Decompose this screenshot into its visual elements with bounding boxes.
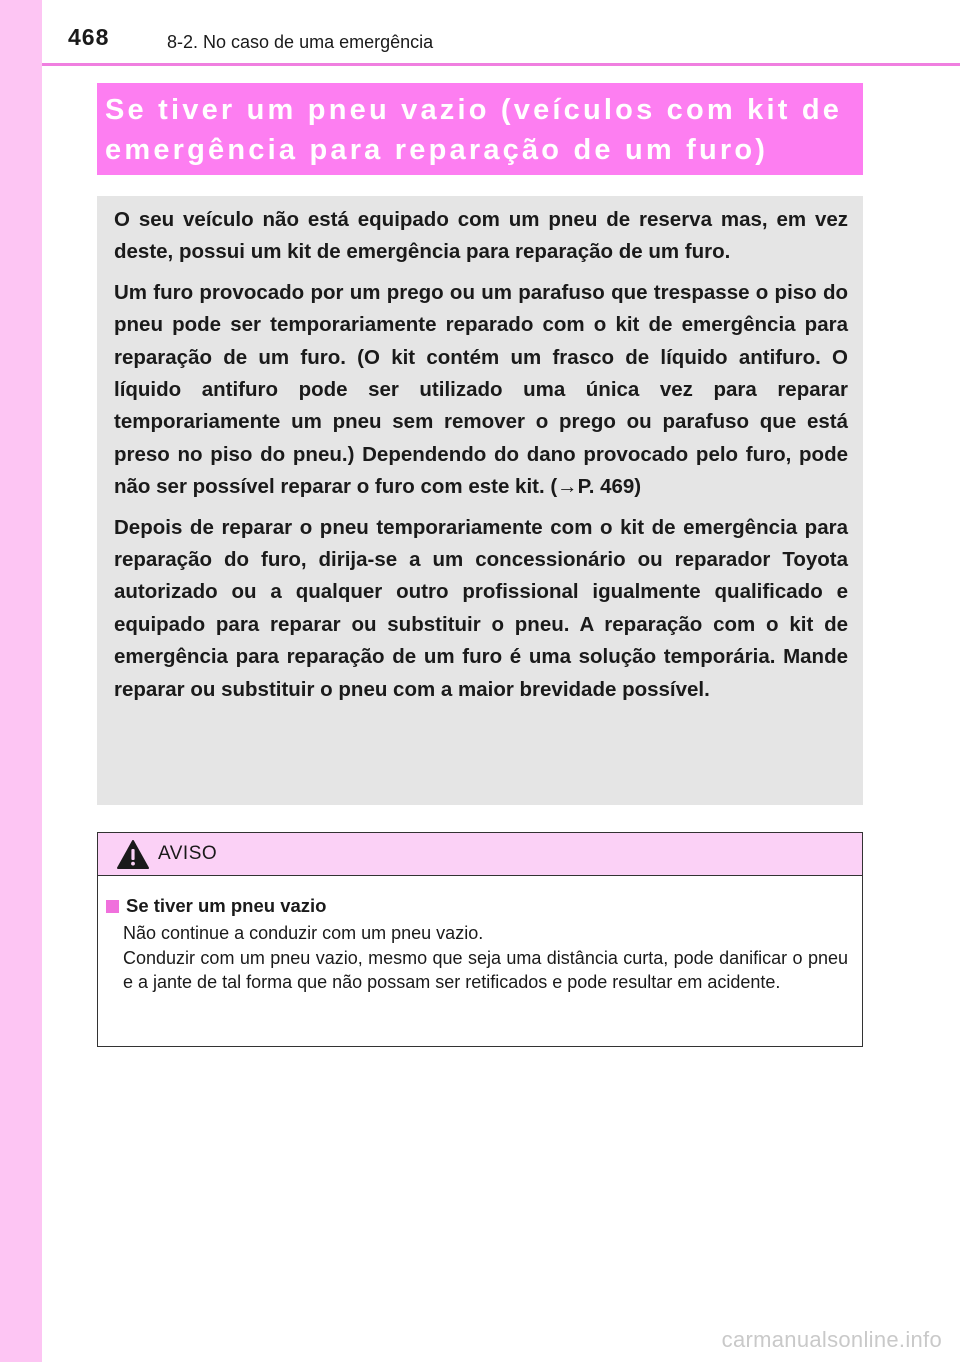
- page-number: 468: [68, 24, 110, 50]
- side-color-strip: [0, 0, 42, 1362]
- header-divider: [42, 63, 960, 66]
- page-header: [0, 0, 960, 66]
- section-title-line-2: emergência para reparação de um furo): [105, 134, 769, 166]
- watermark: carmanualsonline.info: [721, 1327, 942, 1352]
- warning-subheading: [106, 893, 848, 919]
- intro-paragraph: Depois de reparar o pneu temporariamente com o kit de emergência para reparação do furo, dirija-se a um concessionário ou reparador Toyota autorizado ou a qualquer outro profissional igualmente qualificado e equipado para reparar ou substituir o pneu. A reparação com o kit de emergência para reparação de um furo é uma solução temporária. Mande reparar ou substituir o pneu com a maior brevidade possível.: [114, 515, 848, 701]
- square-bullet-icon: [106, 900, 119, 913]
- warning-triangle-icon: [116, 839, 150, 870]
- warning-box: [97, 832, 863, 1047]
- section-title-line-1: Se tiver um pneu vazio (veículos com kit de: [105, 94, 843, 126]
- section-title-box: [97, 83, 863, 175]
- intro-paragraph: Um furo provocado por um prego ou um parafuso que trespasse o piso do pneu pode ser temporariamente reparado com o kit de emergência para reparação de um furo. (O kit contém um frasco de líquido antifuro. O líquido antifuro pode ser utilizado uma única vez para reparar temporariamente um pneu sem remover o prego ou parafuso que está preso no piso do pneu.) Dependendo do dano provocado pelo furo, pode não ser possível reparar o furo com este kit. (→P. 469): [114, 280, 848, 499]
- warning-header: [98, 833, 862, 876]
- intro-box: [97, 196, 863, 805]
- warning-body: [98, 876, 862, 995]
- warning-label: AVISO: [158, 843, 218, 864]
- warning-text-line-1: Não continue a conduzir com um pneu vazio.: [123, 923, 484, 943]
- intro-paragraph: O seu veículo não está equipado com um pneu de reserva mas, em vez deste, possui um kit de emergência para reparação de um furo.: [114, 208, 848, 264]
- warning-text-line-2: Conduzir com um pneu vazio, mesmo que seja uma distância curta, pode danificar o pneu e a jante de tal forma que não possam ser retificados e pode resultar em acidente.: [123, 947, 848, 993]
- warning-subheading-text: Se tiver um pneu vazio: [126, 895, 327, 916]
- section-label: 8-2. No caso de uma emergência: [167, 32, 434, 52]
